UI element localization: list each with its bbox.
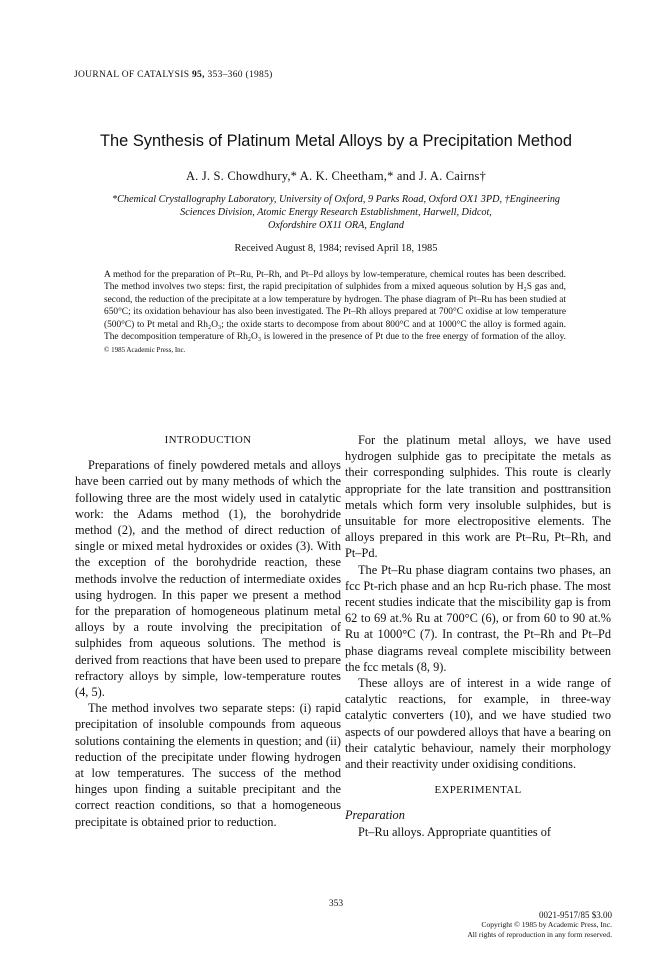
- journal-volume: 95,: [192, 70, 205, 80]
- paragraph: [345, 824, 611, 840]
- journal-name: JOURNAL OF CATALYSIS: [74, 70, 190, 80]
- page-number: 353: [328, 899, 344, 909]
- affiliation: [60, 193, 612, 232]
- received-dates: Received August 8, 1984; revised April 18, 1985: [234, 243, 438, 254]
- right-column: [345, 432, 611, 840]
- paragraph: For the platinum metal alloys, we have used hydrogen sulphide gas to precipitate the metals as their corresponding sulphides. This route is clearly appropriate for the late transition and posttransition metals which form very insoluble sulphides, but is unsuitable for more electropositive elements. The alloys prepared in this work are Pt–Ru, Pt–Rh, and Pt–Pd.: [345, 433, 611, 561]
- paragraph-text: Pt–Ru alloys. Appropriate quantities of: [358, 824, 552, 839]
- paper-title: The Synthesis of Platinum Metal Alloys by a Precipitation Method: [100, 132, 572, 150]
- abstract-copyright: © 1985 Academic Press, Inc.: [104, 345, 186, 354]
- paragraph: These alloys are of interest in a wide range of catalytic reactions, for example, in three-way catalytic converters (10), and we have studied two aspects of our powdered alloys that have a bearing on their catalytic behaviour, namely their morphology and their reactivity under oxidising conditions.: [345, 676, 611, 772]
- abstract: [104, 269, 566, 356]
- section-heading-experimental: EXPERIMENTAL: [434, 784, 522, 797]
- section-heading-introduction: INTRODUCTION: [164, 434, 252, 446]
- issn-price: 0021-9517/85 $3.00: [539, 910, 612, 920]
- copyright-block: [467, 910, 612, 940]
- abstract-text: A method for the preparation of Pt–Ru, Pt–Rh, and Pt–Pd alloys by low-temperature, chemical routes has been described. The method involves two steps: first, the rapid precipitation of sulphides from a mixed aqueous solution by H₂S gas and, second, the reduction of the precipitate at a low temperature by hydrogen. The phase diagram of Pt–Ru has been studied at 650°C; its oxidation behaviour has also been investigated. The Pt–Rh alloys prepared at 700°C oxidise at low temperature (500°C) to Pt metal and Rh₂O₃; the oxide starts to decompose from about 800°C and at 1000°C the alloy is formed again. The decomposition temperature of Rh₂O₃ is lowered in the presence of Pt due to the free energy of formation of the alloy.: [104, 270, 566, 343]
- left-column: [75, 432, 341, 830]
- paragraph: The Pt–Ru phase diagram contains two phases, an fcc Pt-rich phase and an hcp Ru-rich phase. The most recent studies indicate that the miscibility gap is from 62 to 69 at.% Ru at 700°C (6), or from 60 to 90 at.% Ru at 1000°C (7). In contrast, the Pt–Rh and Pt–Pd phase diagrams reveal complete miscibility between the fcc metals (8, 9).: [345, 562, 611, 674]
- affiliation-line: *Chemical Crystallography Laboratory, University of Oxford, 9 Parks Road, Oxford OX1 3PD, †Engineering: [111, 194, 561, 205]
- subsection-heading: Preparation: [345, 808, 405, 823]
- rights-line: All rights of reproduction in any form reserved.: [467, 930, 612, 939]
- paragraph: Preparations of finely powdered metals and alloys have been carried out by many methods of which the following three are the most widely used in catalytic work: the Adams method (1), the borohydride method (2), and the method of direct reduction of single or mixed metal hydroxides or oxides (3). With the exception of the borohydride reaction, these methods involve the reduction of intermediate oxides using hydrogen. In this paper we present a method for the preparation of homogeneous platinum metal alloys by a route involving the precipitation of sulphides from aqueous solutions. The method is derived from reactions that have been used to prepare refractory alloys by simple, low-temperature routes (4, 5).: [75, 458, 341, 700]
- journal-header: [74, 70, 273, 80]
- journal-pages: 353–360 (1985): [207, 70, 273, 80]
- copyright-line: Copyright © 1985 by Academic Press, Inc.: [481, 920, 612, 929]
- author-list: A. J. S. Chowdhury,* A. K. Cheetham,* and J. A. Cairns†: [185, 169, 487, 183]
- affiliation-line: Oxfordshire OX11 ORA, England: [267, 220, 404, 231]
- affiliation-line: Sciences Division, Atomic Energy Research Establishment, Harwell, Didcot,: [180, 207, 492, 218]
- paragraph: The method involves two separate steps: (i) rapid precipitation of insoluble compounds from aqueous solutions containing the elements in question; and (ii) reduction of the precipitate under flowing hydrogen at low temperatures. The success of the method hinges upon finding a suitable precipitant and the correct reaction conditions, so that a homogeneous precipitate is obtained prior to reduction.: [75, 701, 341, 829]
